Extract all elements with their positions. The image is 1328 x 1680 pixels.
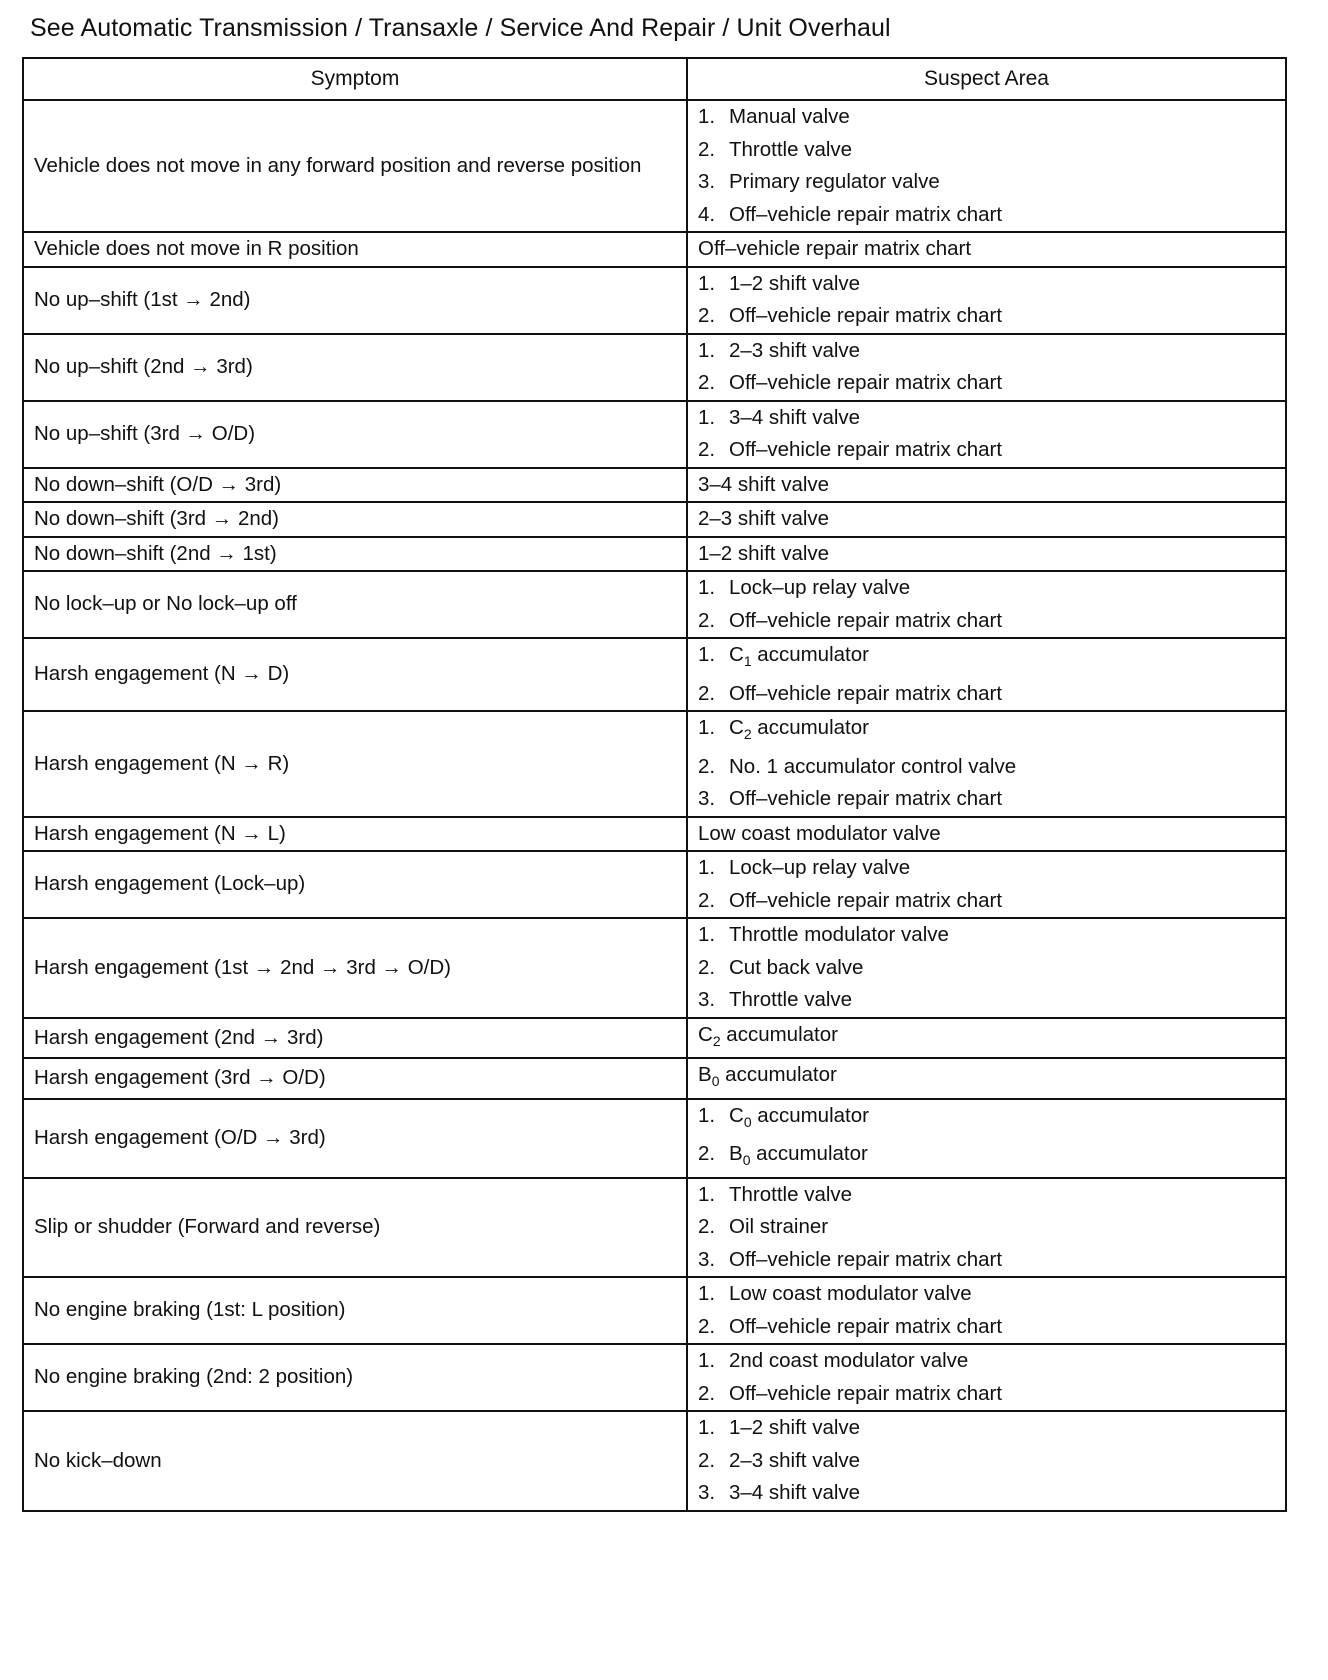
item-text: Low coast modulator valve bbox=[729, 1282, 972, 1305]
suspect-area-item bbox=[698, 1477, 1275, 1510]
symptom-cell: No down–shift (O/D → 3rd) bbox=[23, 468, 687, 503]
suspect-area-item bbox=[698, 919, 1275, 952]
symptom-cell: No engine braking (1st: L position) bbox=[23, 1277, 687, 1344]
table-row bbox=[23, 1018, 1286, 1059]
symptom-cell: Harsh engagement (O/D → 3rd) bbox=[23, 1099, 687, 1178]
component-letter: B bbox=[698, 1063, 712, 1086]
header-symptom: Symptom bbox=[23, 58, 687, 100]
suspect-area-item bbox=[698, 233, 1275, 266]
suspect-area-item bbox=[698, 1412, 1275, 1445]
item-text: 3–4 shift valve bbox=[698, 472, 830, 496]
table-row bbox=[23, 267, 1286, 334]
suspect-area-cell bbox=[687, 571, 1286, 638]
symptom-cell: Harsh engagement (N → L) bbox=[23, 817, 687, 852]
suspect-area-item bbox=[698, 1345, 1275, 1378]
item-number: 2. bbox=[698, 888, 716, 912]
table-row bbox=[23, 232, 1286, 267]
table-row bbox=[23, 1277, 1286, 1344]
item-text: Primary regulator valve bbox=[729, 170, 940, 193]
table-body bbox=[23, 100, 1286, 1511]
suspect-area-cell bbox=[687, 1058, 1286, 1099]
table-row bbox=[23, 817, 1286, 852]
suspect-area-item bbox=[698, 605, 1275, 638]
item-text: Off–vehicle repair matrix chart bbox=[729, 1314, 1003, 1338]
suspect-area-item bbox=[698, 402, 1275, 435]
item-text: accumulator bbox=[751, 643, 869, 666]
symptom-cell: Harsh engagement (1st → 2nd → 3rd → O/D) bbox=[23, 918, 687, 1018]
item-number: 1. bbox=[698, 1282, 716, 1305]
table-row bbox=[23, 1058, 1286, 1099]
symptom-cell: No up–shift (2nd → 3rd) bbox=[23, 334, 687, 401]
item-text: Off–vehicle repair matrix chart bbox=[698, 237, 972, 260]
item-number: 1. bbox=[698, 856, 716, 879]
item-number: 2. bbox=[698, 1314, 716, 1338]
item-text: Throttle valve bbox=[729, 137, 853, 161]
item-number: 3. bbox=[698, 988, 716, 1011]
item-text: Low coast modulator valve bbox=[698, 821, 941, 845]
suspect-area-cell bbox=[687, 1411, 1286, 1511]
symptom-cell: Harsh engagement (N → R) bbox=[23, 711, 687, 817]
item-text: Lock–up relay valve bbox=[729, 576, 911, 599]
item-number: 1. bbox=[698, 1416, 716, 1439]
suspect-area-item bbox=[698, 469, 1275, 502]
component-subscript: 1 bbox=[743, 653, 752, 669]
suspect-area-item bbox=[698, 166, 1275, 199]
suspect-area-item bbox=[698, 434, 1275, 467]
item-number: 4. bbox=[698, 202, 716, 226]
item-number: 2. bbox=[698, 137, 716, 161]
item-text: Off–vehicle repair matrix chart bbox=[729, 888, 1003, 912]
suspect-area-item bbox=[698, 1278, 1275, 1311]
suspect-area-item bbox=[698, 1179, 1275, 1212]
item-number: 1. bbox=[698, 1349, 716, 1372]
suspect-area-item bbox=[698, 300, 1275, 333]
item-text: Off–vehicle repair matrix chart bbox=[729, 608, 1003, 632]
suspect-area-cell bbox=[687, 1277, 1286, 1344]
table-row bbox=[23, 571, 1286, 638]
symptom-cell: No lock–up or No lock–up off bbox=[23, 571, 687, 638]
item-number: 2. bbox=[698, 1448, 716, 1472]
item-text: accumulator bbox=[750, 1142, 868, 1165]
item-number: 2. bbox=[698, 1142, 716, 1165]
symptom-cell: No kick–down bbox=[23, 1411, 687, 1511]
table-row bbox=[23, 851, 1286, 918]
item-text: Off–vehicle repair matrix chart bbox=[729, 438, 1003, 461]
suspect-area-item bbox=[698, 572, 1275, 605]
suspect-area-item bbox=[698, 818, 1275, 851]
diagnosis-table bbox=[22, 57, 1287, 1512]
item-text: 2–3 shift valve bbox=[698, 507, 830, 530]
suspect-area-item bbox=[698, 1311, 1275, 1344]
item-text: Lock–up relay valve bbox=[729, 856, 911, 879]
item-number: 2. bbox=[698, 371, 716, 394]
suspect-area-item bbox=[698, 335, 1275, 368]
suspect-area-cell bbox=[687, 918, 1286, 1018]
symptom-cell: Harsh engagement (2nd → 3rd) bbox=[23, 1018, 687, 1059]
item-text: 2–3 shift valve bbox=[729, 338, 861, 362]
suspect-area-cell bbox=[687, 502, 1286, 537]
table-row bbox=[23, 711, 1286, 817]
item-text: No. 1 accumulator control valve bbox=[729, 754, 1017, 778]
item-text: 3–4 shift valve bbox=[729, 1481, 861, 1504]
item-text: Manual valve bbox=[729, 105, 850, 128]
table-row bbox=[23, 1178, 1286, 1278]
suspect-area-cell bbox=[687, 468, 1286, 503]
suspect-area-item bbox=[698, 1244, 1275, 1277]
item-number: 1. bbox=[698, 716, 716, 739]
suspect-area-item bbox=[698, 751, 1275, 784]
item-number: 3. bbox=[698, 787, 716, 810]
item-text: accumulator bbox=[719, 1063, 837, 1086]
component-letter: B bbox=[729, 1142, 743, 1165]
suspect-area-item bbox=[698, 1059, 1275, 1098]
suspect-area-item bbox=[698, 503, 1275, 536]
table-row bbox=[23, 638, 1286, 711]
item-number: 3. bbox=[698, 170, 716, 193]
item-number: 1. bbox=[698, 576, 716, 599]
symptom-cell: No up–shift (1st → 2nd) bbox=[23, 267, 687, 334]
component-subscript: 0 bbox=[743, 1113, 752, 1130]
suspect-area-item bbox=[698, 1019, 1275, 1058]
item-text: Off–vehicle repair matrix chart bbox=[729, 371, 1003, 394]
symptom-cell: No down–shift (3rd → 2nd) bbox=[23, 502, 687, 537]
suspect-area-item bbox=[698, 984, 1275, 1017]
item-number: 2. bbox=[698, 955, 716, 979]
suspect-area-item bbox=[698, 101, 1275, 134]
item-number: 2. bbox=[698, 754, 716, 778]
table-header-row bbox=[23, 58, 1286, 100]
item-text: Oil strainer bbox=[729, 1215, 829, 1238]
table-row bbox=[23, 1099, 1286, 1178]
suspect-area-item bbox=[698, 538, 1275, 571]
suspect-area-cell bbox=[687, 638, 1286, 711]
suspect-area-item bbox=[698, 1445, 1275, 1478]
item-number: 1. bbox=[698, 271, 716, 295]
item-text: 1–2 shift valve bbox=[698, 541, 830, 565]
item-number: 2. bbox=[698, 304, 716, 327]
suspect-area-cell bbox=[687, 817, 1286, 852]
item-text: 2nd coast modulator valve bbox=[729, 1349, 969, 1372]
suspect-area-cell bbox=[687, 1178, 1286, 1278]
item-text: Off–vehicle repair matrix chart bbox=[729, 787, 1003, 810]
suspect-area-item bbox=[698, 885, 1275, 918]
suspect-area-cell bbox=[687, 537, 1286, 572]
breadcrumb[interactable]: See Automatic Transmission / Transaxle / Service And Repair / Unit Overhaul bbox=[30, 14, 891, 42]
item-text: accumulator bbox=[751, 716, 869, 739]
symptom-cell: Vehicle does not move in any forward position and reverse position bbox=[23, 100, 687, 232]
table-row bbox=[23, 502, 1286, 537]
item-text: Cut back valve bbox=[729, 955, 864, 979]
suspect-area-item bbox=[698, 712, 1275, 751]
suspect-area-cell bbox=[687, 232, 1286, 267]
component-subscript: 0 bbox=[711, 1073, 720, 1089]
symptom-cell: Vehicle does not move in R position bbox=[23, 232, 687, 267]
item-text: 3–4 shift valve bbox=[729, 405, 861, 429]
item-number: 3. bbox=[698, 1247, 716, 1271]
component-letter: C bbox=[729, 716, 744, 739]
item-number: 1. bbox=[698, 923, 716, 946]
symptom-cell: Slip or shudder (Forward and reverse) bbox=[23, 1178, 687, 1278]
suspect-area-cell bbox=[687, 100, 1286, 232]
item-text: Off–vehicle repair matrix chart bbox=[729, 681, 1003, 705]
table-row bbox=[23, 100, 1286, 232]
component-letter: C bbox=[729, 1103, 744, 1127]
suspect-area-item bbox=[698, 952, 1275, 985]
item-number: 2. bbox=[698, 1215, 716, 1238]
item-text: 1–2 shift valve bbox=[729, 1416, 861, 1439]
item-text: Off–vehicle repair matrix chart bbox=[729, 1381, 1003, 1405]
item-number: 2. bbox=[698, 608, 716, 632]
table-row bbox=[23, 401, 1286, 468]
suspect-area-item bbox=[698, 199, 1275, 232]
item-number: 2. bbox=[698, 438, 716, 461]
symptom-cell: No engine braking (2nd: 2 position) bbox=[23, 1344, 687, 1411]
item-number: 1. bbox=[698, 1182, 716, 1206]
item-number: 2. bbox=[698, 1381, 716, 1405]
item-number: 1. bbox=[698, 1103, 716, 1127]
component-letter: C bbox=[729, 643, 744, 666]
item-text: accumulator bbox=[751, 1103, 869, 1127]
item-number: 2. bbox=[698, 681, 716, 705]
item-number: 1. bbox=[698, 643, 716, 666]
item-text: Throttle valve bbox=[729, 1182, 853, 1206]
component-subscript: 0 bbox=[742, 1152, 751, 1168]
symptom-cell: No down–shift (2nd → 1st) bbox=[23, 537, 687, 572]
symptom-cell: Harsh engagement (N → D) bbox=[23, 638, 687, 711]
suspect-area-item bbox=[698, 852, 1275, 885]
item-text: Throttle modulator valve bbox=[729, 923, 949, 946]
item-text: 1–2 shift valve bbox=[729, 271, 861, 295]
table-row bbox=[23, 1411, 1286, 1511]
item-number: 3. bbox=[698, 1481, 716, 1504]
suspect-area-cell bbox=[687, 851, 1286, 918]
suspect-area-item bbox=[698, 1211, 1275, 1244]
suspect-area-cell bbox=[687, 401, 1286, 468]
suspect-area-cell bbox=[687, 334, 1286, 401]
item-text: Throttle valve bbox=[729, 988, 853, 1011]
suspect-area-cell bbox=[687, 267, 1286, 334]
item-text: Off–vehicle repair matrix chart bbox=[729, 1247, 1003, 1271]
table-row bbox=[23, 918, 1286, 1018]
item-text: Off–vehicle repair matrix chart bbox=[729, 304, 1003, 327]
suspect-area-cell bbox=[687, 1099, 1286, 1178]
suspect-area-item bbox=[698, 268, 1275, 301]
suspect-area-cell bbox=[687, 1344, 1286, 1411]
suspect-area-cell bbox=[687, 1018, 1286, 1059]
item-text: Off–vehicle repair matrix chart bbox=[729, 202, 1003, 226]
component-letter: C bbox=[698, 1022, 713, 1046]
component-subscript: 2 bbox=[743, 726, 752, 742]
suspect-area-item bbox=[698, 134, 1275, 167]
table-row bbox=[23, 468, 1286, 503]
suspect-area-item bbox=[698, 1138, 1275, 1177]
table-row bbox=[23, 334, 1286, 401]
item-number: 1. bbox=[698, 338, 716, 362]
suspect-area-item bbox=[698, 1100, 1275, 1139]
item-number: 1. bbox=[698, 405, 716, 429]
item-text: accumulator bbox=[720, 1022, 838, 1046]
suspect-area-item bbox=[698, 678, 1275, 711]
item-text: 2–3 shift valve bbox=[729, 1448, 861, 1472]
component-subscript: 2 bbox=[712, 1032, 721, 1049]
suspect-area-item bbox=[698, 783, 1275, 816]
header-suspect-area: Suspect Area bbox=[687, 58, 1286, 100]
suspect-area-item bbox=[698, 639, 1275, 678]
suspect-area-item bbox=[698, 1378, 1275, 1411]
symptom-cell: Harsh engagement (Lock–up) bbox=[23, 851, 687, 918]
table-row bbox=[23, 537, 1286, 572]
table-row bbox=[23, 1344, 1286, 1411]
suspect-area-item bbox=[698, 367, 1275, 400]
symptom-cell: No up–shift (3rd → O/D) bbox=[23, 401, 687, 468]
symptom-cell: Harsh engagement (3rd → O/D) bbox=[23, 1058, 687, 1099]
suspect-area-cell bbox=[687, 711, 1286, 817]
item-number: 1. bbox=[698, 105, 716, 128]
